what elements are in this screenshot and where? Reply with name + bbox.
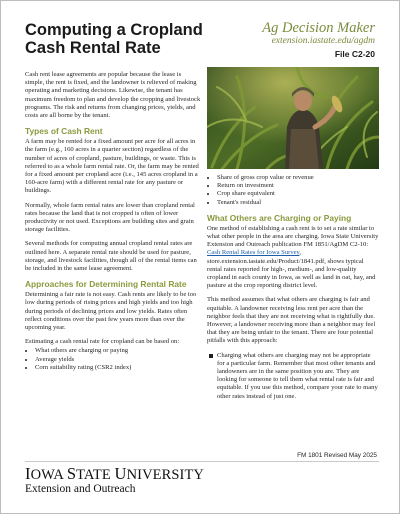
approaches-bullet-list-continued bbox=[207, 174, 379, 207]
file-code: File C2-20 bbox=[334, 49, 375, 59]
others-paragraph-1: One method of establishing a cash rent is to set a rate similar to what other people in the area are charging. Iowa State University Extension and Outreach publication FM 1851/AgDM C2-10: Cash Rental Rates for Iowa Survey, store.extension.iastate.edu/Product/1841.pdf, shows typical rental rates reported for high-, medium-, and low-quality cropland in each county in Iowa, as well as land in oat, hay, and pasture at the crop reporting district level. bbox=[207, 224, 379, 290]
types-paragraph-3: Several methods for computing annual cropland rental rates are outlined here. A separate rental rate should be used for pasture, storage, and livestock facilities, though all of the rental items can be included in the same lease agreement. bbox=[25, 240, 197, 273]
list-item: Charging what others are charging may not be appropriate for a particular farm. Remember that most other tenants and landowners are in the same position you are. They are looking for someone to tell them what rental rate is fair and equitable. If you use this method, compare your rate to many other rates instead of just one. bbox=[217, 351, 378, 400]
corn-field-illustration bbox=[207, 67, 379, 169]
list-item: • Share of gross crop value or revenue bbox=[217, 174, 379, 182]
list-item: • Average yields bbox=[35, 356, 201, 364]
list-item: • Crop share equivalent bbox=[217, 190, 379, 198]
types-heading: Types of Cash Rent bbox=[25, 126, 103, 137]
brand-block bbox=[262, 21, 375, 60]
brand-url[interactable]: extension.iastate.edu/agdm bbox=[271, 36, 375, 46]
list-item: • Tenant's residual bbox=[217, 199, 379, 207]
others-heading: What Others are Charging or Paying bbox=[207, 212, 352, 223]
approaches-bullet-list bbox=[25, 347, 201, 372]
list-item: • What others are charging or paying bbox=[35, 347, 201, 355]
corn-field-photo bbox=[207, 67, 379, 169]
list-item: • Return on investment bbox=[217, 182, 379, 190]
left-column bbox=[25, 71, 201, 378]
types-paragraph-2: Normally, whole farm rental rates are lower than cropland rental rates because the land that is not cropped is often of lower productivity or not used. Exceptions are building sites and grain storage facilities. bbox=[25, 201, 195, 234]
isu-extension-logo bbox=[25, 466, 204, 496]
pitfalls-list bbox=[207, 352, 379, 401]
types-paragraph-1: A farm may be rented for a fixed amount per acre for all acres in the farm (e.g., 160 acres in a quarter section) regardless of the number of acres of cropland, pasture, buildings, or waste. This is referred to as a whole farm rental rate. Or, the farm may be rented for a fixed amount per cropland acre (i.e., 145 acres cropland in a 160-acre farm) with a different rental rate for any pasture or buildings. bbox=[25, 138, 199, 195]
survey-link[interactable]: Cash Rental Rates for Iowa Survey bbox=[207, 249, 300, 257]
right-column bbox=[207, 174, 379, 407]
others-paragraph-2: This method assumes that what others are charging is fair and equitable. A landowner receiving less rent per acre than the neighbor feels that they are not receiving what is rightfully due. However, a landowner receiving more than a neighbor may feel that they are being unfair to the tenant. There are four potential pitfalls with this approach: bbox=[207, 296, 376, 345]
approaches-paragraph-2: Estimating a cash rental rate for cropland can be based on: bbox=[25, 338, 180, 346]
document-title bbox=[25, 21, 215, 57]
approaches-heading: Approaches for Determining Rental Rate bbox=[25, 279, 187, 290]
approaches-paragraph-1: Determining a fair rate is not easy. Cash rents are likely to be too low during periods of rising prices and high yields and too high during periods of declining prices and low yields. Rates often reflect conditions over the past few years more than over the upcoming year. bbox=[25, 291, 197, 332]
extension-outreach-label: Extension and Outreach bbox=[25, 483, 136, 495]
publication-info: FM 1801 Revised May 2025 bbox=[297, 452, 377, 459]
intro-paragraph: Cash rent lease agreements are popular because the lease is simple, the rent is fixed, and the landowner is relieved of making operating and marketing decisions. Likewise, the tenant has maximum freedom to plan and develop the cropping and livestock programs. The risk and returns from changing prices, yields, and costs are all borne by the tenant. bbox=[25, 71, 201, 120]
university-name: IOWA STATE UNIVERSITY bbox=[25, 464, 204, 483]
title-line-2: Cash Rental Rate bbox=[25, 39, 161, 57]
list-item: • Corn suitability rating (CSR2 index) bbox=[35, 364, 201, 372]
brand-name: Ag Decision Maker bbox=[262, 20, 375, 36]
title-line-1: Computing a Cropland bbox=[25, 21, 203, 39]
footer-divider bbox=[25, 461, 379, 462]
